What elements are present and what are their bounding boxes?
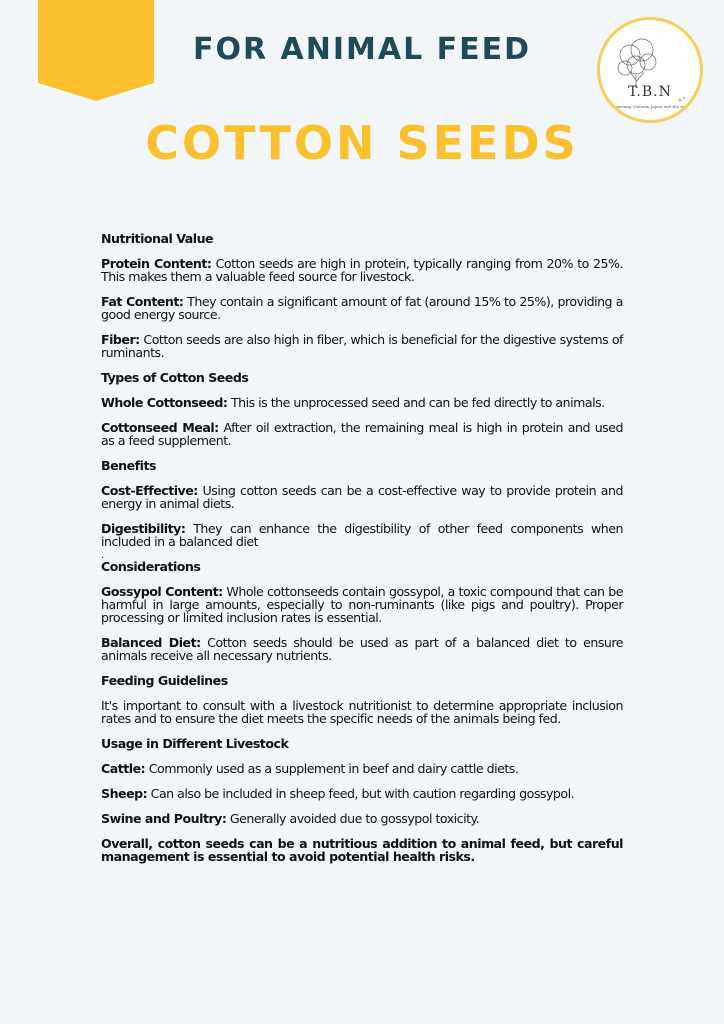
heading-types: Types of Cotton Seeds bbox=[101, 370, 249, 385]
heading-considerations: Considerations bbox=[101, 559, 201, 574]
paragraph-cattle: Cattle: Commonly used as a supplement in beef and dairy cattle diets. bbox=[101, 761, 519, 776]
paragraph-gossypol: Gossypol Content: Whole cottonseeds contain gossypol, a toxic compound that can be harmful in large amounts, especially to non-ruminants (like pigs and poultry). Proper processing or limited inclusion rates is essential. bbox=[101, 584, 623, 625]
logo-text: T.B.N bbox=[628, 84, 672, 100]
paragraph-swine: Swine and Poultry: Generally avoided due to gossypol toxicity. bbox=[101, 811, 480, 826]
paragraph-protein: Protein Content: Cotton seeds are high in protein, typically ranging from 20% to 25%. This makes them a valuable feed source for livestock. bbox=[101, 256, 624, 284]
company-logo bbox=[600, 20, 700, 120]
paragraph-meal: Cottonseed Meal: After oil extraction, the remaining meal is high in protein and used as a feed supplement. bbox=[101, 420, 623, 448]
paragraph-digestibility: Digestibility: They can enhance the digestibility of other feed components when included in a balanced diet bbox=[101, 521, 623, 549]
page-title: COTTON SEEDS bbox=[145, 116, 579, 170]
page-subtitle: FOR ANIMAL FEED bbox=[192, 32, 532, 67]
paragraph-fiber: Fiber: Cotton seeds are also high in fiber, which is beneficial for the digestive systems of ruminants. bbox=[101, 332, 623, 360]
paragraph-feeding: It's important to consult with a livestock nutritionist to determine appropriate inclusion rates and to ensure the diet meets the specific needs of the animals being fed. bbox=[101, 698, 623, 726]
stray-dot: . bbox=[101, 550, 105, 561]
heading-benefits: Benefits bbox=[101, 458, 156, 473]
logo-tagline: Connecting Vietnam,Japan and the world bbox=[608, 104, 692, 109]
paragraph-fat: Fat Content: They contain a significant amount of fat (around 15% to 25%), providing a good energy source. bbox=[101, 294, 623, 322]
article-body bbox=[101, 232, 623, 875]
paragraph-sheep: Sheep: Can also be included in sheep feed, but with caution regarding gossypol. bbox=[101, 786, 575, 801]
paragraph-whole: Whole Cottonseed: This is the unprocessed seed and can be fed directly to animals. bbox=[101, 395, 605, 410]
paragraph-cost: Cost-Effective: Using cotton seeds can be a cost-effective way to provide protein and energy in animal diets. bbox=[101, 483, 623, 511]
heading-feeding: Feeding Guidelines bbox=[101, 673, 228, 688]
paragraph-balanced: Balanced Diet: Cotton seeds should be used as part of a balanced diet to ensure animals receive all necessary nutrients. bbox=[101, 635, 624, 663]
heading-usage: Usage in Different Livestock bbox=[101, 736, 289, 751]
paragraph-overall: Overall, cotton seeds can be a nutritious addition to animal feed, but careful management is essential to avoid potential health risks. bbox=[101, 836, 623, 864]
heading-nutritional-value: Nutritional Value bbox=[101, 231, 214, 246]
